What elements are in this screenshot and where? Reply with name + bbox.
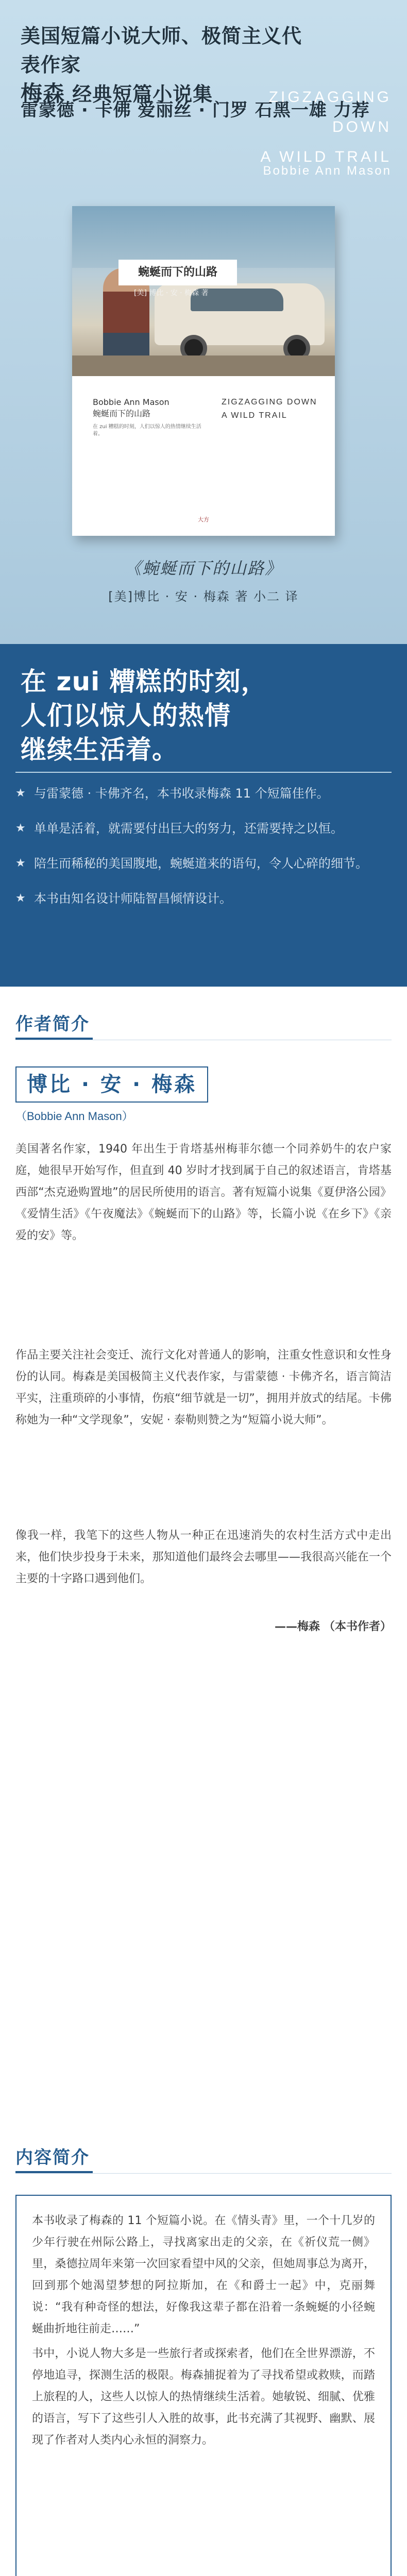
star-icon: ★ <box>15 857 26 870</box>
content-section-title: 内容简介 <box>15 2147 90 2168</box>
author-paragraph: 美国著名作家，1940 年出生于肯塔基州梅菲尔德一个同养奶牛的农户家庭，她很早开始写作，但直到 40 岁时才找到属于自己的叙述语言，肯塔基西部“杰克逊购置地”的居民所使用的语言。著有短篇小说集《夏伊洛公园》《爱情生活》《午夜魔法》《蜿蜒而下的山路》等，长篇小说《在乡下》《亲爱的安》等。 <box>15 1143 392 1242</box>
cover-right-title-line: A WILD TRAIL <box>222 411 287 420</box>
band-divider <box>15 772 392 773</box>
author-paragraph: 作品主要关注社会变迁、流行文化对普通人的影响，注重女性意识和女性身份的认同。梅森是美国极简主义代表作家，与雷蒙德 · 卡佛齐名，语言简洁平实，注重琐碎的小事情，伤痕“细节就是一切”，拥用并放式的结尾。卡佛称她为一种“文学现象”，安妮 · 泰勒则赞之为“短篇小说大师”。 <box>15 1349 392 1427</box>
hero-section <box>0 0 407 644</box>
slogan <box>21 665 392 767</box>
cover-title: 蜿蜒而下的山路 <box>118 260 237 285</box>
hero-headline-line1: 美国短篇小说大师、极简主义代表作家 <box>21 25 302 76</box>
feature-bullet-text: 单单是活着，就需要付出巨大的努力，还需要持之以恒。 <box>34 821 343 836</box>
cover-left-author: Bobbie Ann Mason <box>93 397 169 407</box>
author-name: 博比 · 安 · 梅森 <box>15 1066 208 1103</box>
feature-bullet-text: 陪生而稀秘的美国腹地，蜿蜒道来的语句，令人心碎的细节。 <box>34 856 368 871</box>
hero-book-meta: [美]博比 · 安 · 梅森 著 小二 译 <box>108 589 299 604</box>
cover-left-subtitle: 蜿蜒而下的山路 <box>93 409 151 418</box>
hero-english-title <box>237 82 392 172</box>
star-icon: ★ <box>15 787 26 800</box>
cover-publisher: 大方 <box>198 516 209 523</box>
feature-bullet-text: 与雷蒙德 · 卡佛齐名，本书收录梅森 11 个短篇佳作。 <box>34 786 329 801</box>
slogan-line: 继续生活着。 <box>21 735 178 765</box>
hero-english-title-line: A WILD TRAIL <box>260 148 392 165</box>
star-icon: ★ <box>15 892 26 905</box>
hero-authors: 雷蒙德 · 卡佛 爱丽丝 · 门罗 石黑一雄 力荐 <box>21 100 370 121</box>
author-quote-role: （本书作者） <box>323 1620 392 1633</box>
hero-headline-rest: 经典短篇小说集 <box>65 83 213 106</box>
content-paragraph: 书中，小说人物大多是一些旅行者或探索者，他们在全世界漂游，不停地追寻，探测生活的极限。梅森捕捉着为了寻找希望或救赎，而踏上旅程的人，这些人以惊人的热情继续生活着。她敏锐、细腻、优雅的语言，写下了这些引人入胜的故事，此书充满了其视野、幽默、展现了作者对人类内心永恒的洞察力。 <box>32 2347 375 2447</box>
star-icon: ★ <box>15 822 26 835</box>
author-name-en: （Bobbie Ann Mason） <box>15 1110 133 1123</box>
hero-english-title-line: ZIGZAGGING DOWN <box>268 89 392 135</box>
slogan-line: 人们以惊人的热情 <box>21 701 231 731</box>
hero-english-author: Bobbie Ann Mason <box>263 164 392 178</box>
author-quote: 像我一样，我笔下的这些人物从一种正在迅速消失的农村生活方式中走出来，他们快步投身于未来，那知道他们最终会去哪里——我很高兴能在一个主要的十字路口遇到他们。 <box>15 1529 392 1585</box>
content-summary-box <box>15 2195 392 2576</box>
cover-left-small: 在 zui 糟糕的时刻，人们以惊人的热情继续生活着。 <box>93 424 201 437</box>
content-paragraph: 本书收录了梅森的 11 个短篇小说。在《情头青》里，一个十几岁的少年行驶在州际公路上，寻找离家出走的父亲，在《祈仪荒一侧》里，桑德拉周年来第一次回家看望中风的父亲，但她周事总为离开，回到那个她渴望梦想的阿拉斯加，在《和爵士一起》中，克丽舞说：“我有种奇怪的想法，好像我这辈子都在沿着一条蜿蜒的小径蜿蜒曲折地往前走……” <box>32 2214 375 2335</box>
author-quote-dash: ——梅森 <box>274 1620 320 1633</box>
slogan-line: 在 zui 糟糕的时刻， <box>21 667 267 697</box>
feature-bullet <box>15 783 392 804</box>
feature-bullet <box>15 818 392 839</box>
cover-right-title <box>222 396 325 422</box>
book-cover <box>72 206 335 536</box>
hero-book-title: 《蜿蜒而下的山路》 <box>124 558 282 578</box>
feature-bullet-text: 本书由知名设计师陆智昌倾情设计。 <box>34 891 232 906</box>
cover-byline: [美] 博比 · 安 · 梅森 著 <box>134 289 209 297</box>
feature-bullets <box>15 783 392 923</box>
author-quote-sign <box>275 1618 392 1634</box>
feature-bullet <box>15 853 392 874</box>
cover-right-title-line: ZIGZAGGING DOWN <box>222 398 317 406</box>
hero-headline-strong: 梅森 <box>21 81 65 106</box>
cover-left-block <box>93 397 206 438</box>
author-section-title: 作者简介 <box>15 1014 90 1035</box>
cover-photo-sky <box>72 206 335 268</box>
feature-bullet <box>15 888 392 909</box>
cover-photo-ground <box>72 355 335 376</box>
content-section-thin-rule <box>15 2173 392 2174</box>
slogan-band <box>0 644 407 987</box>
